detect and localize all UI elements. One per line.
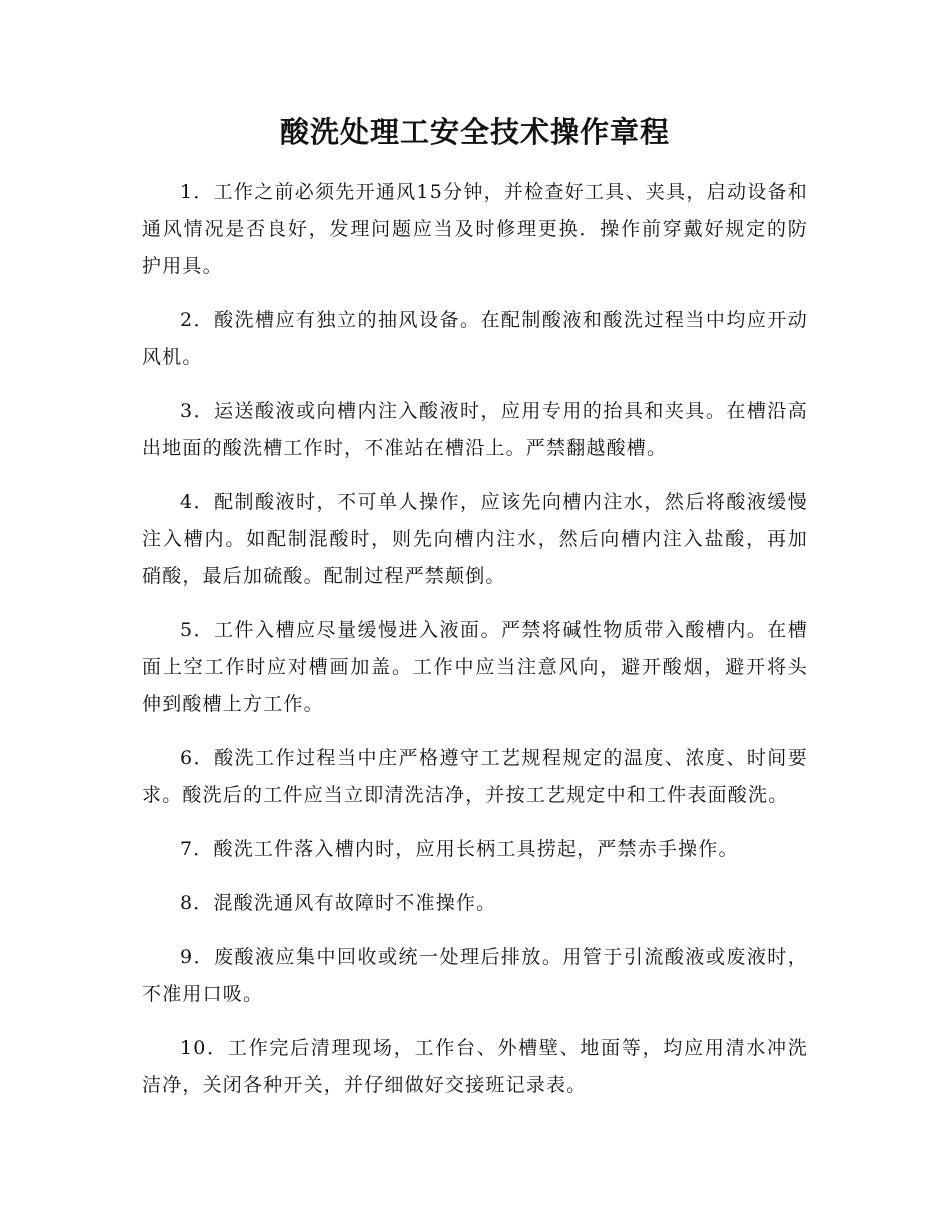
document-title: 酸洗处理工安全技术操作章程 — [279, 115, 670, 149]
paragraph-6: 6．酸洗工作过程当中庄严格遵守工艺规程规定的温度、浓度、时间要求。酸洗后的工件应当立即清洗洁净，并按工艺规定中和工件表面酸洗。 — [142, 747, 808, 806]
paragraph-5: 5．工件入槽应尽量缓慢进入液面。严禁将碱性物质带入酸槽内。在槽面上空工作时应对槽画加盖。工作中应当注意风向，避开酸烟，避开将头伸到酸槽上方工作。 — [142, 619, 808, 715]
paragraph-9: 9．废酸液应集中回收或统一处理后排放。用管于引流酸液或废液时，不准用口吸。 — [142, 946, 808, 1005]
paragraph-7: 7．酸洗工件落入槽内时，应用长柄工具捞起，严禁赤手操作。 — [180, 838, 739, 860]
paragraph-2: 2．酸洗槽应有独立的抽风设备。在配制酸液和酸洗过程当中均应开动风机。 — [142, 309, 808, 368]
paragraph-10: 10．工作完后清理现场，工作台、外槽壁、地面等，均应用清水冲洗洁净，关闭各种开关，并仔细做好交接班记录表。 — [142, 1037, 808, 1096]
paragraph-8: 8．混酸洗通风有故障时不准操作。 — [180, 892, 497, 914]
paragraph-4: 4．配制酸液时，不可单人操作，应该先向槽内注水，然后将酸液缓慢注入槽内。如配制混酸时，则先向槽内注水，然后向槽内注入盐酸，再加硝酸，最后加硫酸。配制过程严禁颠倒。 — [142, 491, 808, 587]
paragraph-1: 1．工作之前必须先开通风15分钟，并检查好工具、夹具，启动设备和通风情况是否良好，发理问题应当及时修理更换．操作前穿戴好规定的防护用具。 — [142, 181, 808, 277]
paragraph-3: 3．运送酸液或向槽内注入酸液时，应用专用的抬具和夹具。在槽沿高出地面的酸洗槽工作时，不准站在槽沿上。严禁翻越酸槽。 — [142, 400, 808, 459]
